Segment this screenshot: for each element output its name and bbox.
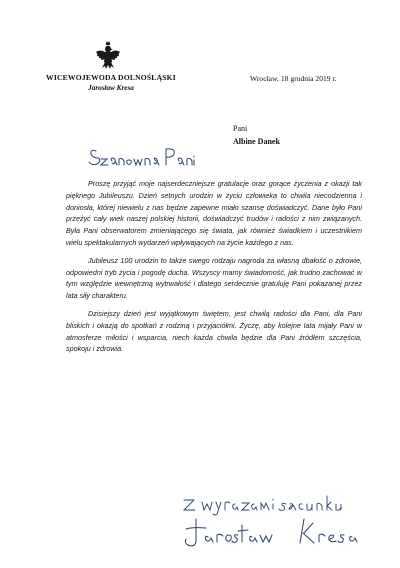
handwritten-signature [182, 515, 362, 551]
body-paragraph-1: Proszę przyjąć moje najserdeczniejsze gratulacje oraz gorące życzenia z okazji tak pięknego Jubileuszu. Dzień setnych urodzin w życiu człowieka to chwila niecodzienna i doniosła, której niewielu z nas będzie zapewne miało szansę doświadczyć. Dane było Pani przeżyć cały wiek naszej polskiej historii, doświadczyć trudów i radości z nim związanych. Była Pani obserwatorem zmieniającego się świata, jak również świadkiem i uczestnikiem wielu spektakularnych wydarzeń wpływających na życie każdego z nas. [66, 179, 362, 247]
recipient-name: Albine Danek [233, 137, 280, 146]
place-date: Wrocław, 18 grudnia 2019 r. [250, 74, 337, 83]
issuer-block [36, 73, 186, 92]
handwritten-salutation [86, 143, 196, 171]
issuer-title: WICEWOJEWODA DOLNOŚLĄSKI [46, 73, 176, 82]
handwritten-closing [180, 488, 355, 518]
issuer-name: Jarosław Kresa [88, 84, 134, 92]
letter-body [66, 178, 362, 361]
signature-scribble [182, 515, 362, 551]
polish-eagle-emblem-icon [95, 40, 121, 70]
body-paragraph-3: Dzisiejszy dzień jest wyjątkowym świętem, jest chwilą radości dla Pani, dla Pani bliskich i okazją do spotkań z rodziną i przyjaciółmi. Życzę, aby kolejne lata mijały Pani w atmosferze miłości i wsparcia, niech każda chwila będzie dla Pani źródłem szczęścia, spokoju i zdrowia. [66, 308, 362, 354]
closing-scribble [180, 488, 355, 518]
salutation-scribble [86, 143, 196, 171]
recipient-label: Pani [233, 124, 248, 133]
body-paragraph-2: Jubileusz 100 urodzin to także swego rodzaju nagroda za własną dbałość o zdrowie, odpowiedni tryb życia i pogodę ducha. Wszyscy mamy świadomość, jak trudno zachować w tym względzie wewnętrzną wytrwałość i dlatego serdecznie gratuluję Pani pokazanej przez lata siły charakteru. [66, 255, 362, 301]
recipient-block [233, 124, 280, 146]
